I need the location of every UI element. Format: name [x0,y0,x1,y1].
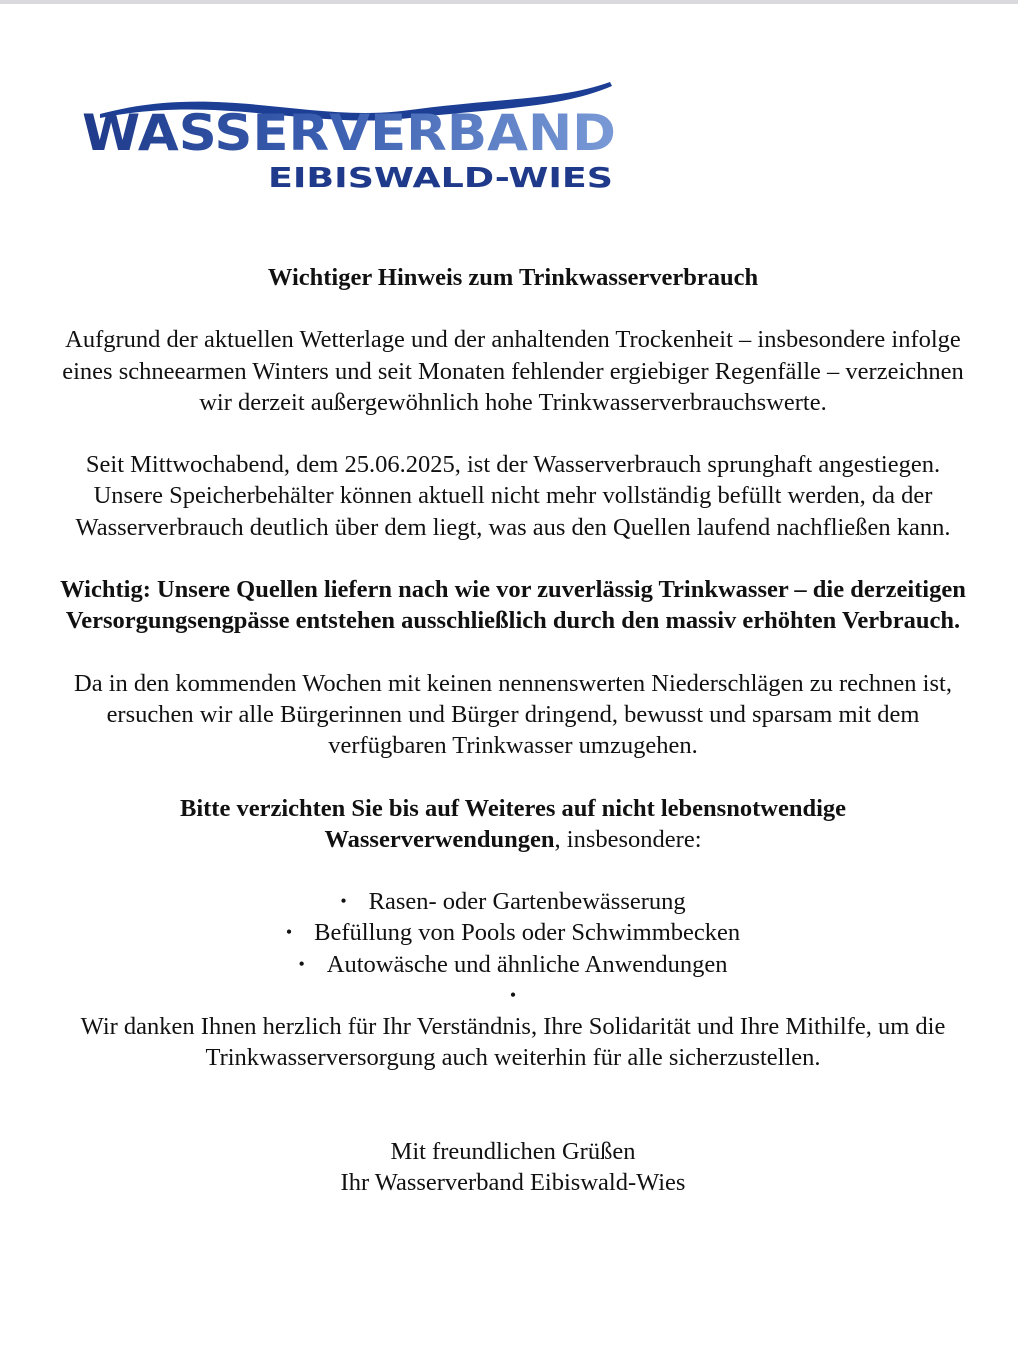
notice-document [60,262,966,1198]
top-border [0,0,1018,4]
paragraph-request: Da in den kommenden Wochen mit keinen nennenswerten Niederschlägen zu rechnen ist, ersuchen wir alle Bürgerinnen und Bürger dringend, bewusst und sparsam mit dem verfügbaren Trinkwasser umzugehen. [74,669,952,760]
list-item: • Befüllung von Pools oder Schwimmbecken [60,917,966,948]
closing-greeting: Mit freundlichen Grüßen [390,1137,636,1165]
restrictions-bold: Bitte verzichten Sie bis auf Weiteres auf nicht lebensnotwendige Wasserverwendungen [180,794,846,853]
bullet-icon: • [298,953,305,974]
bullet-icon: • [285,922,293,943]
bullet-icon: • [340,891,347,912]
logo-line1: WASSERVERBAND [82,104,616,162]
paragraph-important: Wichtig: Unsere Quellen liefern nach wie vor zuverlässig Trinkwasser – die derzeitigen Versorgungsengpässe entstehen ausschließlich durch den massiv erhöhten Verbrauch. [60,576,966,635]
list-item: • Autowäsche und ähnliche Anwendungen [60,949,966,980]
list-item: • Rasen- oder Gartenbewässerung [60,886,966,917]
restriction-list [60,886,966,980]
paragraph-weather: Aufgrund der aktuellen Wetterlage und der anhaltenden Trockenheit – insbesondere infolge eines schneearmen Winters und seit Monaten fehlender ergiebiger Regenfälle – verzeichnen wir derzeit außergewöhnlich hohe Trinkwasserverbrauchswerte. [62,326,964,416]
empty-bullet: • [509,985,517,1006]
wasserverband-logo [80,72,625,202]
paragraph-consumption: Seit Mittwochabend, dem 25.06.2025, ist der Wasserverbrauch sprunghaft angestiegen. Unsere Speicherbehälter können aktuell nicht mehr vollständig befüllt werden, da der Wasserverbrauch deutlich über dem liegt, was aus den Quellen laufend nachfließen kann. [75,451,951,541]
paragraph-thanks: Wir danken Ihnen herzlich für Ihr Verständnis, Ihre Solidarität und Ihre Mithilfe, um die Trinkwasserversorgung auch weiterhin für alle sicherzustellen. [80,1013,946,1072]
signature: Ihr Wasserverband Eibiswald-Wies [340,1168,686,1196]
document-title: Wichtiger Hinweis zum Trinkwasserverbrauch [267,264,759,291]
logo-line2: EIBISWALD-WIES [268,161,613,194]
restrictions-rest: , insbesondere: [554,825,702,853]
paragraph-restrictions [60,793,966,856]
